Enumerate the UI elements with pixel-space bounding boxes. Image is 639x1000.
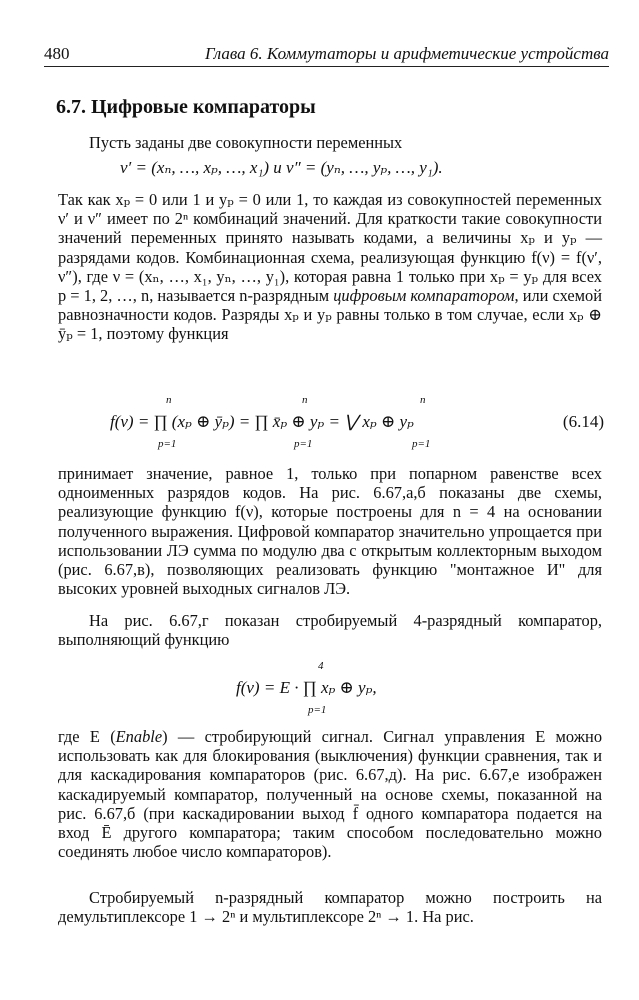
eq2-limit-top: 4 <box>318 660 324 672</box>
page-header <box>44 38 609 67</box>
paragraph-demux: Стробируемый n-разрядный компаратор можно построить на демультиплексоре 1 → 2ⁿ и мультиплексоре 2ⁿ → 1. На рис. <box>58 888 602 927</box>
paragraph-definition-part2: , или схемой равнозначности кодов. Разряды xₚ и yₚ равны только в том случае, если xₚ ⊕ ȳₚ = 1, поэтому функция <box>58 286 602 344</box>
eq1-limit-bottom-2: p=1 <box>294 438 313 450</box>
running-title: Глава 6. Коммутаторы и арифметические устройства <box>205 44 609 63</box>
equation-6-14 <box>106 394 604 454</box>
paragraph-intro: Пусть заданы две совокупности переменных <box>89 133 403 152</box>
paragraph-enable-part2: ) — стробирующий сигнал. Сигнал управления E можно использовать как для блокирования (выключения) функции сравнения, так и для каскадирования компараторов (рис. 6.67,д). На рис. 6.67,е изображен каскадируемый компаратор, полученный на основе схемы, показанной на рис. 6.67,б (при каскадировании выход f̄ одного компаратора подается на вход Ē другого компаратора; таким способом последовательно можно соединять любое число компараторов). <box>58 727 603 862</box>
page-number: 480 <box>44 44 70 63</box>
eq1-limit-top-3: n <box>420 394 426 406</box>
term-digital-comparator: цифровым компаратором <box>333 286 515 306</box>
paragraph-strobed: На рис. 6.67,г показан стробируемый 4-разрядный компаратор, выполняющий функцию <box>58 611 602 650</box>
paragraph-schemes: принимает значение, равное 1, только при попарном равенстве всех одноименных разрядов кодов. На рис. 6.67,а,б показаны две схемы, реализующие функцию f(ν), которые построены для n = 4 на основании полученного выражения. Цифровой компаратор значительно упрощается при использовании ЛЭ сумма по модулю два с открытым коллекторным выходом (рис. 6.67,в), позволяющих реализовать функцию "монтажное И" для высоких уровней выходных сигналов ЛЭ. <box>58 464 602 599</box>
eq1-expression: f(ν) = ∏ (xₚ ⊕ ȳₚ) = ∏ x̄ₚ ⊕ yₚ = ⋁ xₚ ⊕ yₚ <box>110 412 414 431</box>
eq1-limit-bottom-3: p=1 <box>412 438 431 450</box>
formula-variable-sets: ν′ = (xₙ, …, xₚ, …, x₁) и ν″ = (yₙ, …, yₚ, …, y₁). <box>120 158 443 177</box>
term-enable: Enable <box>115 727 163 746</box>
eq1-limit-top-1: n <box>166 394 172 406</box>
eq1-limit-top-2: n <box>302 394 308 406</box>
paragraph-definition-part1: Так как xₚ = 0 или 1 и yₚ = 0 или 1, то каждая из совокупностей переменных ν′ и ν″ имеет по 2ⁿ комбинаций значений. Для краткости такие совокупности значений переменных принято называть кодами, а величины xₚ и yₚ — разрядами кодов. Комбинационная схема, реализующая функцию f(ν) = f(ν′, ν″), где ν = (xₙ, …, x₁, yₙ, …, y₁), которая равна 1 только при xₚ = yₚ для всех p = 1, 2, …, n, называется n-разрядным <box>58 190 602 306</box>
paragraph-definition <box>58 190 602 344</box>
section-title: 6.7. Цифровые компараторы <box>56 96 316 118</box>
eq1-number: (6.14) <box>562 412 604 431</box>
eq1-limit-bottom-1: p=1 <box>158 438 177 450</box>
paragraph-enable-part1: где E ( <box>58 727 116 746</box>
paragraph-enable <box>58 727 602 861</box>
eq2-limit-bottom: p=1 <box>308 704 327 716</box>
eq2-expression: f(ν) = E · ∏ xₚ ⊕ yₚ, <box>236 678 377 697</box>
